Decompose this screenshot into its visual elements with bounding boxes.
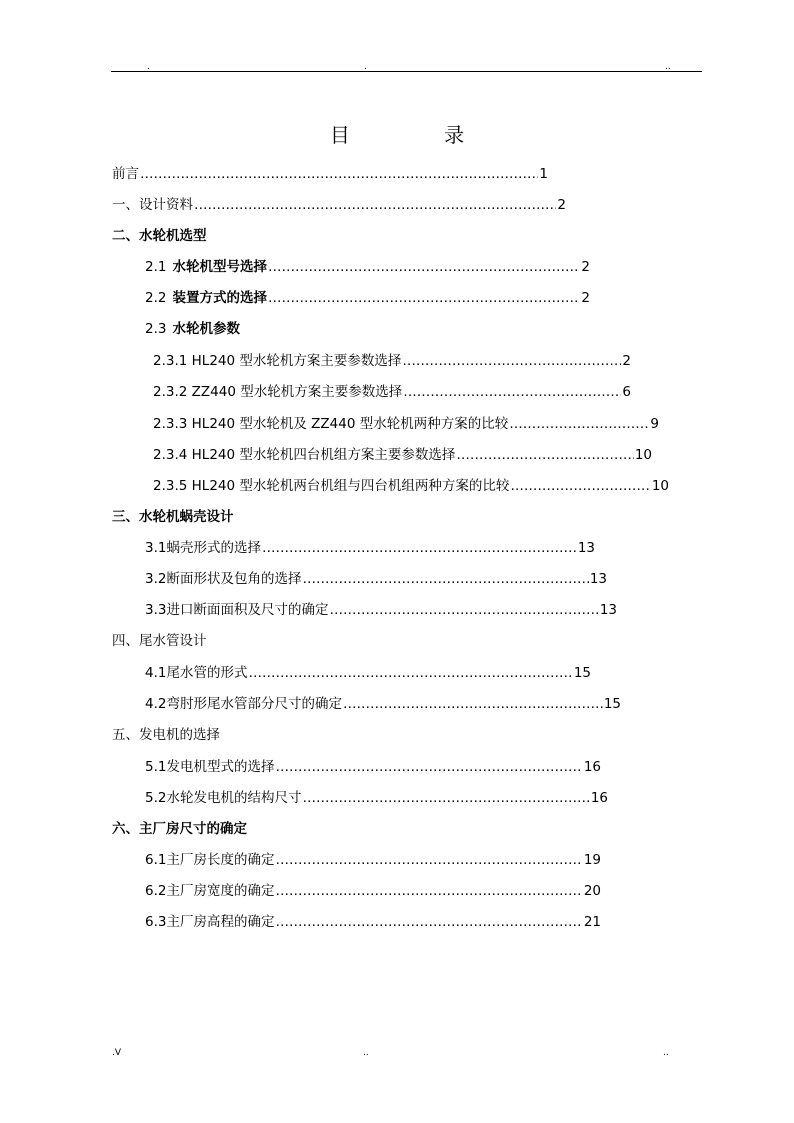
toc-page-number: 16: [590, 790, 608, 806]
toc-leader: [403, 383, 621, 401]
footer-mark: .V: [112, 1048, 122, 1058]
toc-label: 主厂房宽度的确定: [166, 883, 275, 899]
toc-page-number: 15: [573, 665, 591, 681]
toc-number: 3.2: [145, 571, 167, 587]
toc-page-number: 13: [577, 540, 595, 556]
toc-entry-3-2[interactable]: [145, 570, 607, 588]
toc-label: 三、水轮机蜗壳设计: [112, 509, 234, 525]
toc-label: 四、尾水管设计: [112, 633, 207, 649]
toc-page-number: 19: [583, 852, 601, 868]
toc-number: 6.2: [145, 883, 167, 899]
toc-label: 2.3.5 HL240 型水轮机两台机组与四台机组两种方案的比较: [153, 478, 510, 494]
toc-heading-section-6[interactable]: [112, 820, 247, 838]
toc-label: 装置方式的选择: [172, 290, 267, 306]
toc-page-number: 10: [651, 478, 669, 494]
toc-entry-section-1[interactable]: [112, 196, 566, 214]
toc-label: 前言: [112, 166, 139, 182]
toc-page-number: 2: [581, 290, 590, 306]
toc-label: 五、发电机的选择: [112, 727, 220, 743]
toc-label: 发电机型式的选择: [166, 759, 275, 775]
toc-heading-section-5[interactable]: [112, 726, 220, 744]
header-mark: ..: [665, 62, 671, 72]
toc-page-number: 2: [557, 197, 566, 213]
toc-leader: [248, 664, 572, 682]
toc-leader: [194, 196, 556, 214]
toc-label: 2.3.2 ZZ440 型水轮机方案主要参数选择: [153, 384, 403, 400]
toc-page-number: 20: [583, 883, 601, 899]
header-rule: [111, 71, 702, 72]
toc-label: 主厂房长度的确定: [166, 852, 275, 868]
toc-page-number: 2: [622, 353, 631, 369]
toc-number: 2.1: [145, 259, 167, 275]
toc-label: 二、水轮机选型: [112, 228, 207, 244]
toc-leader: [268, 289, 580, 307]
toc-entry-2-3-3[interactable]: [153, 415, 659, 433]
toc-entry-2-2[interactable]: [145, 289, 590, 307]
toc-label: 弯肘形尾水管部分尺寸的确定: [166, 696, 342, 712]
toc-heading-section-4[interactable]: [112, 632, 207, 650]
toc-label: 蜗壳形式的选择: [166, 540, 261, 556]
toc-label: 六、主厂房尺寸的确定: [112, 821, 247, 837]
toc-label: 一、设计资料: [112, 197, 193, 213]
toc-heading-2-3[interactable]: [145, 320, 240, 338]
toc-label: 水轮发电机的结构尺寸: [166, 790, 302, 806]
toc-entry-4-1[interactable]: [145, 664, 591, 682]
toc-entry-3-3[interactable]: [145, 601, 617, 619]
toc-page-number: 15: [603, 696, 621, 712]
toc-number: 6.3: [145, 914, 167, 930]
page-title: 目 录: [329, 123, 509, 147]
toc-leader: [275, 758, 582, 776]
toc-label: 水轮机型号选择: [172, 259, 267, 275]
toc-leader: [302, 789, 589, 807]
toc-heading-section-3[interactable]: [112, 508, 234, 526]
toc-number: 6.1: [145, 852, 167, 868]
toc-label: 主厂房高程的确定: [166, 914, 275, 930]
toc-number: 3.3: [145, 602, 167, 618]
toc-page-number: 6: [622, 384, 631, 400]
toc-heading-section-2[interactable]: [112, 227, 207, 245]
toc-entry-4-2[interactable]: [145, 695, 621, 713]
toc-page-number: 10: [634, 447, 652, 463]
toc-label: 2.3.3 HL240 型水轮机及 ZZ440 型水轮机两种方案的比较: [153, 416, 509, 432]
toc-entry-5-1[interactable]: [145, 758, 601, 776]
toc-number: 4.2: [145, 696, 167, 712]
toc-leader: [509, 415, 649, 433]
toc-leader: [329, 601, 598, 619]
toc-leader: [402, 352, 621, 370]
toc-number: 2.2: [145, 290, 167, 306]
toc-leader: [302, 570, 588, 588]
footer-mark: ..: [663, 1048, 669, 1058]
toc-leader: [262, 539, 577, 557]
toc-label: 尾水管的形式: [166, 665, 248, 681]
footer-mark: ..: [363, 1048, 369, 1058]
toc-entry-6-2[interactable]: [145, 882, 601, 900]
toc-label: 断面形状及包角的选择: [166, 571, 302, 587]
toc-entry-6-1[interactable]: [145, 851, 601, 869]
toc-entry-preface[interactable]: [112, 165, 548, 183]
toc-page-number: 2: [581, 259, 590, 275]
toc-leader: [510, 477, 650, 495]
toc-page-number: 1: [539, 166, 548, 182]
toc-number: 5.2: [145, 790, 167, 806]
toc-entry-2-1[interactable]: [145, 258, 590, 276]
header-mark: .: [364, 62, 367, 72]
toc-page-number: 16: [583, 759, 601, 775]
toc-entry-3-1[interactable]: [145, 539, 595, 557]
toc-leader: [456, 446, 633, 464]
toc-entry-2-3-2[interactable]: [153, 383, 631, 401]
toc-number: 5.1: [145, 759, 167, 775]
toc-number: 4.1: [145, 665, 167, 681]
toc-entry-5-2[interactable]: [145, 789, 608, 807]
toc-label: 2.3.4 HL240 型水轮机四台机组方案主要参数选择: [153, 447, 456, 463]
toc-entry-6-3[interactable]: [145, 913, 601, 931]
toc-leader: [275, 913, 582, 931]
toc-page-number: 13: [599, 602, 617, 618]
toc-page-number: 13: [589, 571, 607, 587]
toc-leader: [275, 882, 582, 900]
toc-label: 进口断面面积及尺寸的确定: [166, 602, 329, 618]
toc-page-number: 9: [650, 416, 659, 432]
toc-leader: [140, 165, 538, 183]
toc-leader: [268, 258, 580, 276]
toc-number: 2.3: [145, 321, 167, 337]
toc-leader: [275, 851, 582, 869]
header-mark: .: [147, 62, 150, 72]
toc-entry-2-3-4[interactable]: [153, 446, 652, 464]
toc-label: 水轮机参数: [172, 321, 240, 337]
toc-leader: [343, 695, 603, 713]
toc-number: 3.1: [145, 540, 167, 556]
toc-page-number: 21: [583, 914, 601, 930]
toc-entry-2-3-5[interactable]: [153, 477, 669, 495]
toc-entry-2-3-1[interactable]: [153, 352, 631, 370]
toc-label: 2.3.1 HL240 型水轮机方案主要参数选择: [153, 353, 402, 369]
